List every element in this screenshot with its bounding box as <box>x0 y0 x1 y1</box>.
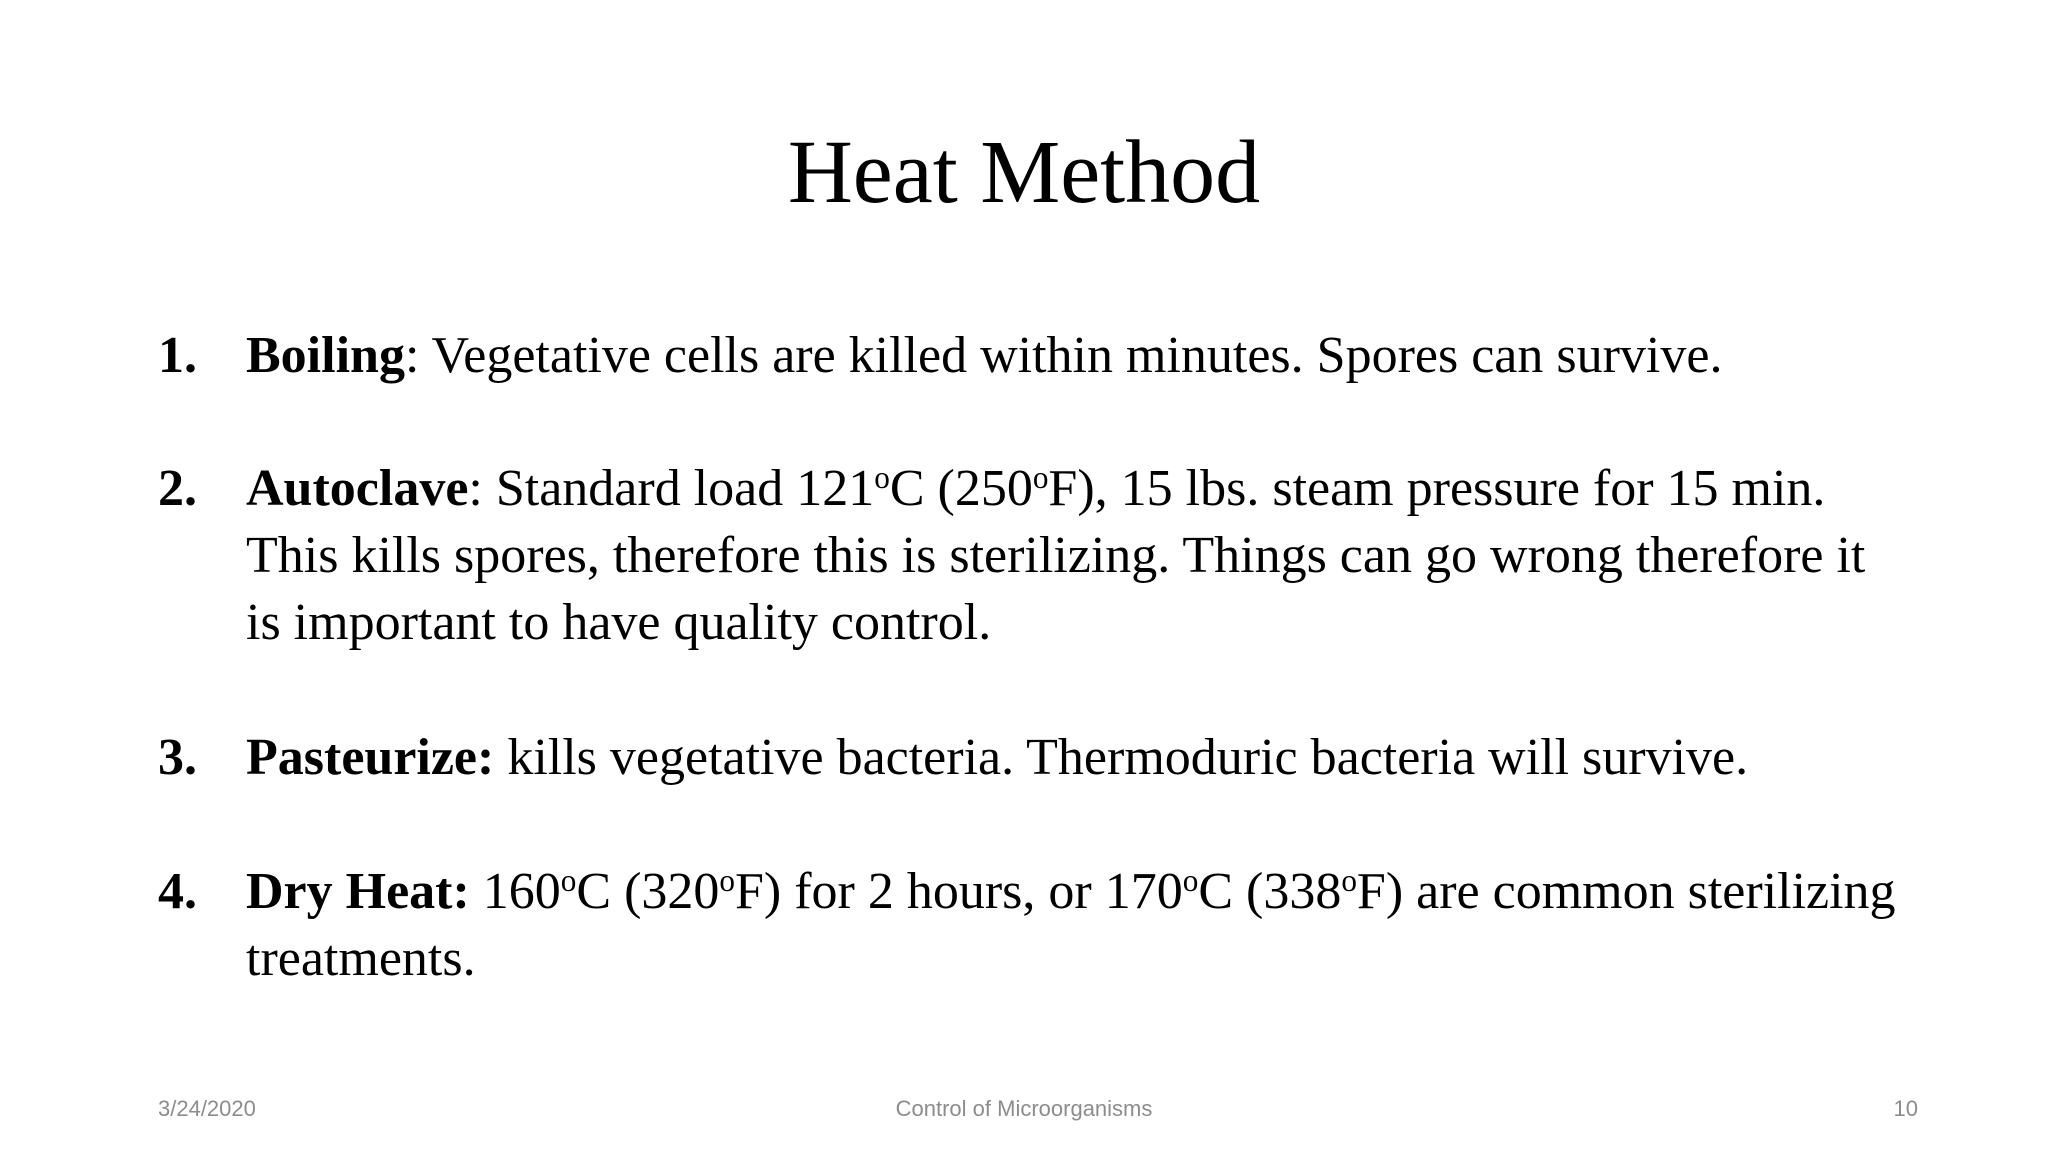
item-term: Boiling <box>246 327 405 384</box>
item-body: C (320 <box>576 863 720 920</box>
footer-date: 3/24/2020 <box>158 1096 256 1121</box>
item-number: 4. <box>158 863 197 920</box>
item-number: 2. <box>158 460 197 517</box>
item-text <box>246 455 1898 656</box>
item-text <box>246 322 1898 389</box>
degree-symbol: o <box>1182 862 1199 898</box>
list-item-autoclave <box>158 455 1898 656</box>
item-body: kills vegetative bacteria. Thermoduric bacteria will survive. <box>494 729 1749 786</box>
footer-title: Control of Microorganisms <box>895 1096 1153 1121</box>
item-number: 1. <box>158 327 197 384</box>
slide-number: 10 <box>1893 1096 1918 1121</box>
degree-symbol: o <box>1341 862 1357 898</box>
item-term: Autoclave <box>246 460 469 517</box>
item-text <box>246 858 1898 992</box>
degree-symbol: o <box>874 459 890 495</box>
slide-title: Heat Method <box>787 123 1261 222</box>
degree-symbol: o <box>719 862 735 898</box>
degree-symbol: o <box>560 862 577 898</box>
list-item-boiling <box>158 322 1898 389</box>
item-body: F), 15 lbs. steam pressure for 15 min. This kills spores, therefore this is sterilizing. Things can go wrong therefore it is important to have quality control. <box>246 460 1866 651</box>
list-item-pasteurize <box>158 724 1898 791</box>
item-body: C (338 <box>1198 863 1342 920</box>
list-item-dry-heat <box>158 858 1898 992</box>
degree-symbol: o <box>1032 459 1049 495</box>
item-body: 160 <box>469 863 561 920</box>
item-body: : Vegetative cells are killed within minutes. Spores can survive. <box>404 327 1723 384</box>
item-text <box>246 724 1898 791</box>
item-body: : Standard load 121 <box>468 460 875 517</box>
item-body: F) are common sterilizing treatments. <box>246 863 1896 987</box>
item-term: Pasteurize: <box>246 729 495 786</box>
item-body: F) for 2 hours, or 170 <box>734 863 1183 920</box>
item-body: C (250 <box>889 460 1033 517</box>
item-term: Dry Heat: <box>246 863 470 920</box>
item-number: 3. <box>158 729 197 786</box>
